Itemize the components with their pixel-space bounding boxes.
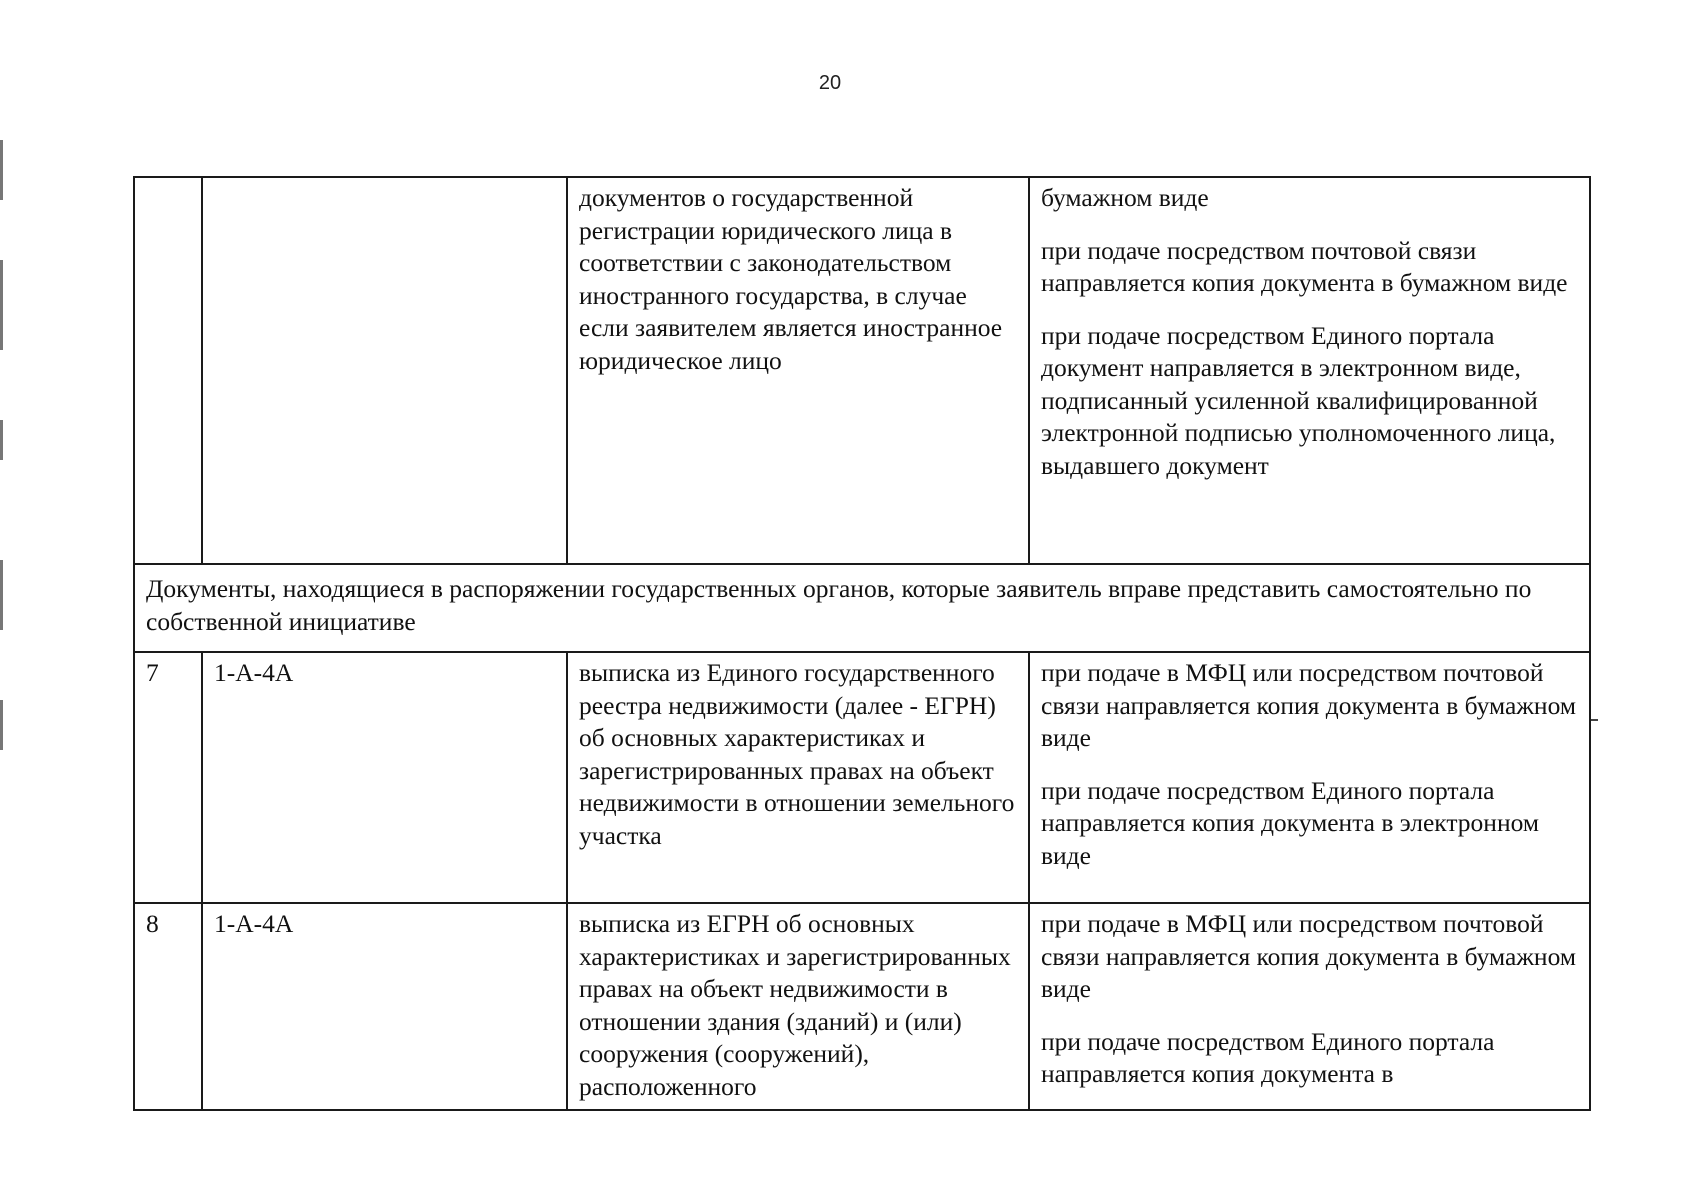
table-row (134, 652, 1590, 903)
row-code-cell: 1-А-4А (202, 652, 567, 903)
row-code-cell: 1-А-4А (202, 903, 567, 1110)
row-number-cell: 8 (134, 903, 202, 1110)
document-name-cell: выписка из Единого государственного реестра недвижимости (далее - ЕГРН) об основных характеристиках и зарегистрированных правах на объект недвижимости в отношении земельного участка (567, 652, 1029, 903)
row-number-cell (134, 177, 202, 564)
row-number-cell: 7 (134, 652, 202, 903)
note-paragraph: при подаче посредством Единого портала направляется копия документа в электронном виде (1041, 775, 1539, 870)
note-paragraph: при подаче в МФЦ или посредством почтовой связи направляется копия документа в бумажном виде (1041, 658, 1576, 752)
note-paragraph: при подаче в МФЦ или посредством почтовой связи направляется копия документа в бумажном виде (1041, 909, 1576, 1003)
row-code-cell (202, 177, 567, 564)
note-paragraph: бумажном виде (1041, 183, 1209, 212)
note-paragraph: при подаче посредством Единого портала документ направляется в электронном виде, подписанный усиленной квалифицированной электронной подписью уполномоченного лица, выдавшего документ (1041, 320, 1556, 480)
scan-edge-marks (0, 0, 4, 1200)
section-heading-row (134, 564, 1590, 652)
document-name-cell: документов о государственной регистрации юридического лица в соответствии с законодательством иностранного государства, в случае если заявителем является иностранное юридическое лицо (567, 177, 1029, 564)
document-name-cell: выписка из ЕГРН об основных характеристиках и зарегистрированных правах на объект недвижимости в отношении здания (зданий) и (или) сооружения (сооружений), расположенного (567, 903, 1029, 1110)
documents-table (133, 176, 1591, 1111)
table-row (134, 177, 1590, 564)
section-heading: Документы, находящиеся в распоряжении государственных органов, которые заявитель вправе представить самостоятельно по собственной инициативе (134, 564, 1590, 652)
scan-tick-mark (1590, 719, 1598, 721)
submission-notes-cell (1029, 177, 1590, 564)
note-paragraph: при подаче посредством Единого портала направляется копия документа в (1041, 1026, 1495, 1088)
page-number: 20 (818, 72, 842, 94)
note-paragraph: при подаче посредством почтовой связи направляется копия документа в бумажном виде (1041, 235, 1568, 297)
table-row (134, 903, 1590, 1110)
submission-notes-cell (1029, 652, 1590, 903)
submission-notes-cell (1029, 903, 1590, 1110)
